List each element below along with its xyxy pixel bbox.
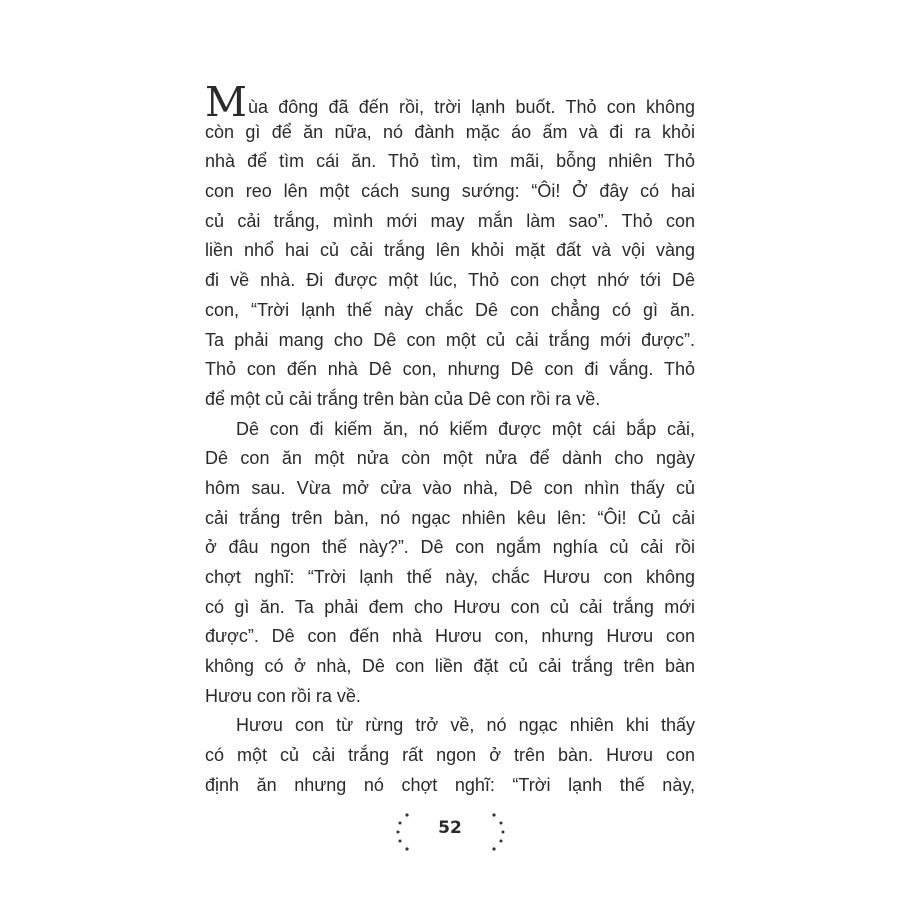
text-line: định ăn nhưng nó chợt nghĩ: “Trời lạnh thế này, bbox=[205, 774, 695, 795]
drop-cap: M bbox=[205, 78, 247, 126]
text-line bbox=[205, 78, 695, 126]
text-line: Thỏ con đến nhà Dê con, nhưng Dê con đi vắng. Thỏ bbox=[205, 359, 695, 380]
text-line: còn gì để ăn nữa, nó đành mặc áo ấm và đi ra khỏi bbox=[205, 121, 695, 142]
text-line: Dê con ăn một nửa còn một nửa để dành cho ngày bbox=[205, 448, 695, 469]
text-line: để một củ cải trắng trên bàn của Dê con rồi ra về. bbox=[205, 388, 601, 409]
text-line: củ cải trắng, mình mới may mắn làm sao”. Thỏ con bbox=[205, 210, 695, 231]
text-line: đi về nhà. Đi được một lúc, Thỏ con chợt nhớ tới Dê bbox=[205, 270, 695, 291]
text-line: chợt nghĩ: “Trời lạnh thế này, chắc Hươu con không bbox=[205, 567, 695, 587]
story-text bbox=[205, 78, 695, 801]
right-sparkle-ornament-icon bbox=[482, 812, 506, 852]
page-number: 52 bbox=[438, 818, 462, 838]
text-line: Ta phải mang cho Dê con một củ cải trắng mới được”. bbox=[205, 329, 695, 350]
text-line: ở đâu ngon thế này?”. Dê con ngắm nghía củ cải rồi bbox=[205, 537, 695, 558]
text-line: được”. Dê con đến nhà Hươu con, nhưng Hươu con bbox=[205, 626, 695, 647]
text-line: không có ở nhà, Dê con liền đặt củ cải trắng trên bàn bbox=[205, 656, 695, 677]
left-sparkle-ornament-icon bbox=[395, 812, 419, 852]
text-line: cải trắng trên bàn, nó ngạc nhiên kêu lên: “Ôi! Củ cải bbox=[205, 507, 695, 528]
page-footer bbox=[0, 812, 900, 852]
text-line: Hươu con rồi ra về. bbox=[205, 685, 361, 706]
text-line: có một củ cải trắng rất ngon ở trên bàn. Hươu con bbox=[205, 745, 695, 766]
text-line: liền nhổ hai củ cải trắng lên khỏi mặt đất và vội vàng bbox=[205, 240, 695, 261]
text-line: con reo lên một cách sung sướng: “Ôi! Ở đây có hai bbox=[205, 181, 695, 202]
text-line-content: ùa đông đã đến rồi, trời lạnh buốt. Thỏ con không bbox=[247, 97, 695, 117]
text-line: Dê con đi kiếm ăn, nó kiếm được một cái bắp cải, bbox=[236, 418, 695, 439]
text-line: nhà để tìm cái ăn. Thỏ tìm, tìm mãi, bỗng nhiên Thỏ bbox=[205, 151, 695, 172]
text-line: Hươu con từ rừng trở về, nó ngạc nhiên khi thấy bbox=[236, 715, 695, 736]
text-line: hôm sau. Vừa mở cửa vào nhà, Dê con nhìn thấy củ bbox=[205, 477, 695, 498]
text-line: có gì ăn. Ta phải đem cho Hươu con củ cải trắng mới bbox=[205, 596, 695, 617]
text-line: con, “Trời lạnh thế này chắc Dê con chẳng có gì ăn. bbox=[205, 299, 695, 320]
